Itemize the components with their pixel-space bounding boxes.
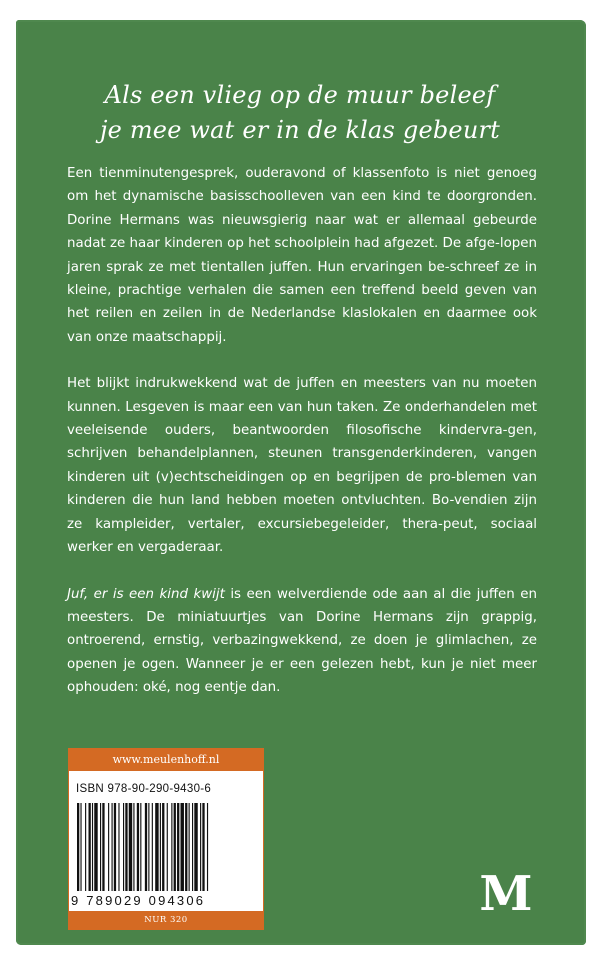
blurb-text [67, 162, 537, 723]
barcode-digits: 9 789029 094306 [71, 893, 206, 908]
blurb-line: is een welverdiende ode aan al die juffen [224, 586, 515, 602]
blurb-line: Een tienminutengesprek, ouderavond of klassenfoto is niet genoeg [67, 166, 537, 181]
blurb-line: ze openen je ogen. Wanneer je er een gelezen hebt, kun je niet [67, 633, 538, 672]
blurb-line: Dorine Hermans was nieuwsgierig naar wat er allemaal gebeurde [67, 212, 537, 228]
blurb-paragraph-1 [67, 162, 537, 349]
blurb-line: beeld geven van het reilen en zeilen in de Nederlandse klaslokalen [67, 283, 537, 322]
blurb-line: en daarmee ook van onze maatschappij. [67, 306, 537, 345]
blurb-line: blemen van kinderen die hun land hebben moeten ontvluchten. Bo- [67, 469, 537, 509]
blurb-line: vangen kinderen uit (v)echtscheidingen op en begrijpen de pro- [67, 446, 537, 485]
blurb-line: nadat ze haar kinderen op het schoolplein had afgezet. De afge- [67, 236, 500, 252]
blurb-paragraph-3 [67, 583, 537, 700]
barcode-box [68, 748, 264, 930]
book-title-italic: Juf, er is een kind kwijt [67, 586, 225, 602]
isbn-number: ISBN 978-90-290-9430-6 [76, 783, 212, 795]
barcode-image [75, 803, 257, 893]
blurb-line: meer ophouden: oké, nog eentje dan. [67, 656, 537, 696]
tagline-line-1: Als een vlieg op de muur beleef [104, 81, 496, 109]
blurb-line: peut, sociaal werker en vergaderaar. [67, 516, 537, 556]
blurb-line: om het dynamische basisschoolleven van een kind te doorgronden. [67, 189, 537, 205]
publisher-logo: M [479, 866, 533, 922]
blurb-line: schreef ze in kleine, prachtige verhalen die samen een treffend [67, 259, 537, 299]
nur-code: NUR 320 [69, 911, 263, 929]
blurb-line: lopen jaren sprak ze met tientallen juffen. Hun ervaringen be- [67, 236, 537, 275]
publisher-url: www.meulenhoff.nl [69, 749, 263, 771]
blurb-line: en meesters. De miniatuurtjes van Dorine Hermans zijn grappig, [67, 586, 537, 625]
blurb-paragraph-2 [67, 372, 537, 559]
blurb-line: gen, schrijven behandelplannen, steunen transgenderkinderen, [67, 423, 537, 462]
tagline [0, 78, 600, 148]
blurb-line: Het blijkt indrukwekkend wat de juffen en meesters van nu moeten [67, 376, 537, 392]
blurb-line: met veeleisende ouders, beantwoorden filosofische kindervra- [67, 399, 537, 439]
blurb-line: vendien zijn ze kampleider, vertaler, excursiebegeleider, thera- [67, 493, 537, 532]
blurb-line: ontroerend, ernstig, verbazingwekkend, ze doen je glimlachen, [67, 633, 514, 649]
blurb-line: kunnen. Lesgeven is maar een van hun taken. Ze onderhandelen [67, 399, 506, 415]
tagline-line-2: je mee wat er in de klas gebeurt [99, 116, 501, 144]
